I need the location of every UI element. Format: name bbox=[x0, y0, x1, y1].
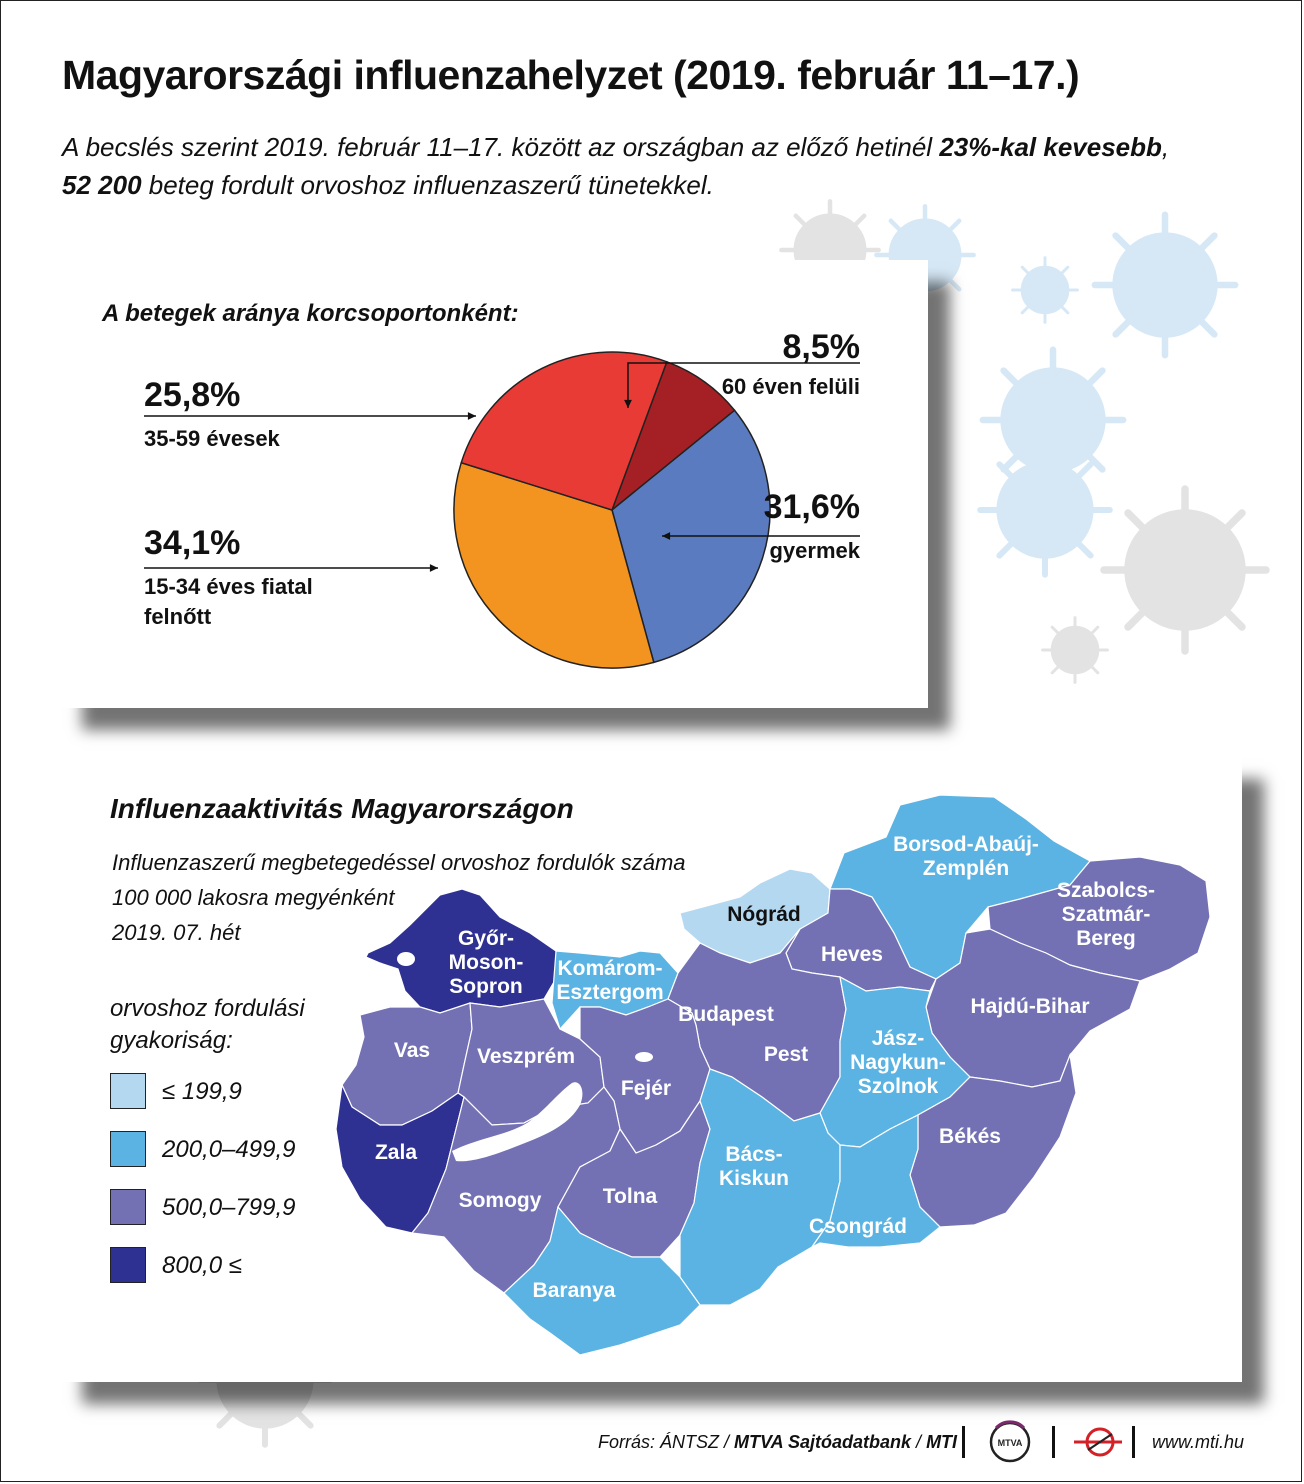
county-label-zala: Zala bbox=[374, 1141, 418, 1164]
slice-label-15-34: 15-34 éves fiatal felnőtt bbox=[144, 574, 313, 629]
county-label-tolna: Tolna bbox=[602, 1185, 658, 1208]
slice-label-60-plus: 60 éven felüli bbox=[721, 374, 860, 399]
slice-pct-label-children: 31,6% bbox=[763, 488, 860, 526]
footer-separator bbox=[962, 1426, 965, 1458]
website-link[interactable]: www.mti.hu bbox=[1152, 1432, 1245, 1452]
legend-item bbox=[110, 1073, 330, 1113]
county-label-vas: Vas bbox=[393, 1039, 431, 1062]
slice-pct-label-35-59: 25,8% bbox=[144, 376, 241, 414]
legend-swatch bbox=[110, 1131, 146, 1167]
county-label-bacs-kiskun: Bács-Kiskun bbox=[718, 1143, 790, 1190]
svg-text:MTVA: MTVA bbox=[997, 1438, 1023, 1448]
lake-ferto bbox=[397, 952, 415, 966]
map-title: Influenzaaktivitás Magyarországon bbox=[110, 793, 574, 824]
county-label-csongrad: Csongrád bbox=[808, 1215, 908, 1238]
legend-label: 200,0–499,9 bbox=[162, 1136, 296, 1163]
county-label-gyor-moson-sopron: Győr-Moson-Sopron bbox=[448, 927, 524, 998]
slice-pct-label-15-34: 34,1% bbox=[144, 524, 241, 562]
county-label-pest: Pest bbox=[763, 1043, 809, 1066]
lake-velence bbox=[635, 1052, 653, 1062]
footer-separator bbox=[1132, 1426, 1135, 1458]
county-label-borsod-abauj-zemplen: Borsod-Abaúj-Zemplén bbox=[893, 833, 1039, 880]
county-label-hajdu-bihar: Hajdú-Bihar bbox=[970, 995, 1090, 1018]
pie-chart-title: A betegek aránya korcsoportonként: bbox=[102, 300, 519, 327]
leader-arrow-15-34 bbox=[430, 564, 438, 572]
mti-logo bbox=[1070, 1420, 1126, 1464]
legend-label: ≤ 199,9 bbox=[162, 1078, 242, 1105]
county-label-heves: Heves bbox=[821, 943, 883, 966]
county-label-nograd: Nógrád bbox=[727, 903, 801, 926]
leader-arrow-35-59 bbox=[468, 412, 476, 420]
county-label-veszprem: Veszprém bbox=[476, 1045, 576, 1068]
county-label-fejer: Fejér bbox=[620, 1077, 672, 1100]
legend-swatch bbox=[110, 1189, 146, 1225]
legend-label: 800,0 ≤ bbox=[162, 1252, 242, 1279]
legend-swatch bbox=[110, 1247, 146, 1283]
county-label-komarom-esztergom: Komárom-Esztergom bbox=[556, 957, 664, 1004]
source-credit: Forrás: ÁNTSZ / MTVA Sajtóadatbank / MTI bbox=[598, 1432, 958, 1452]
page-subtitle: A becslés szerint 2019. február 11–17. között az országban az előző hetinél 23%-kal kevesebb, 52 200 beteg fordult orvoshoz influenzaszerű tünetekkel. bbox=[62, 132, 1170, 200]
legend-title: orvoshoz fordulási gyakoriság: bbox=[110, 995, 305, 1054]
legend-item bbox=[110, 1131, 330, 1171]
slice-label-35-59: 35-59 évesek bbox=[144, 426, 280, 451]
county-label-jasz-nagykun-szolnok: Jász-Nagykun-Szolnok bbox=[850, 1027, 946, 1098]
map-description: Influenzaszerű megbetegedéssel orvoshoz fordulók száma 100 000 lakosra megyénként 2019. 07. hét bbox=[112, 850, 686, 945]
page-title: Magyarországi influenzahelyzet (2019. február 11–17.) bbox=[62, 52, 1080, 98]
mtva-logo bbox=[982, 1420, 1038, 1464]
county-label-budapest: Budapest bbox=[678, 1003, 774, 1026]
map-card bbox=[60, 757, 1242, 1382]
county-label-baranya: Baranya bbox=[532, 1279, 616, 1302]
legend-item bbox=[110, 1247, 330, 1287]
slice-pct-label-60-plus: 8,5% bbox=[782, 328, 860, 366]
county-label-somogy: Somogy bbox=[458, 1189, 542, 1212]
footer-separator bbox=[1052, 1426, 1055, 1458]
legend-swatch bbox=[110, 1073, 146, 1109]
county-label-bekes: Békés bbox=[939, 1125, 1001, 1148]
county-label-szabolcs-szatmar-bereg: Szabolcs-Szatmár-Bereg bbox=[1056, 879, 1156, 950]
pie-chart-card bbox=[60, 260, 928, 708]
legend-label: 500,0–799,9 bbox=[162, 1194, 296, 1221]
legend-item bbox=[110, 1189, 330, 1229]
slice-label-children: gyermek bbox=[769, 538, 860, 563]
